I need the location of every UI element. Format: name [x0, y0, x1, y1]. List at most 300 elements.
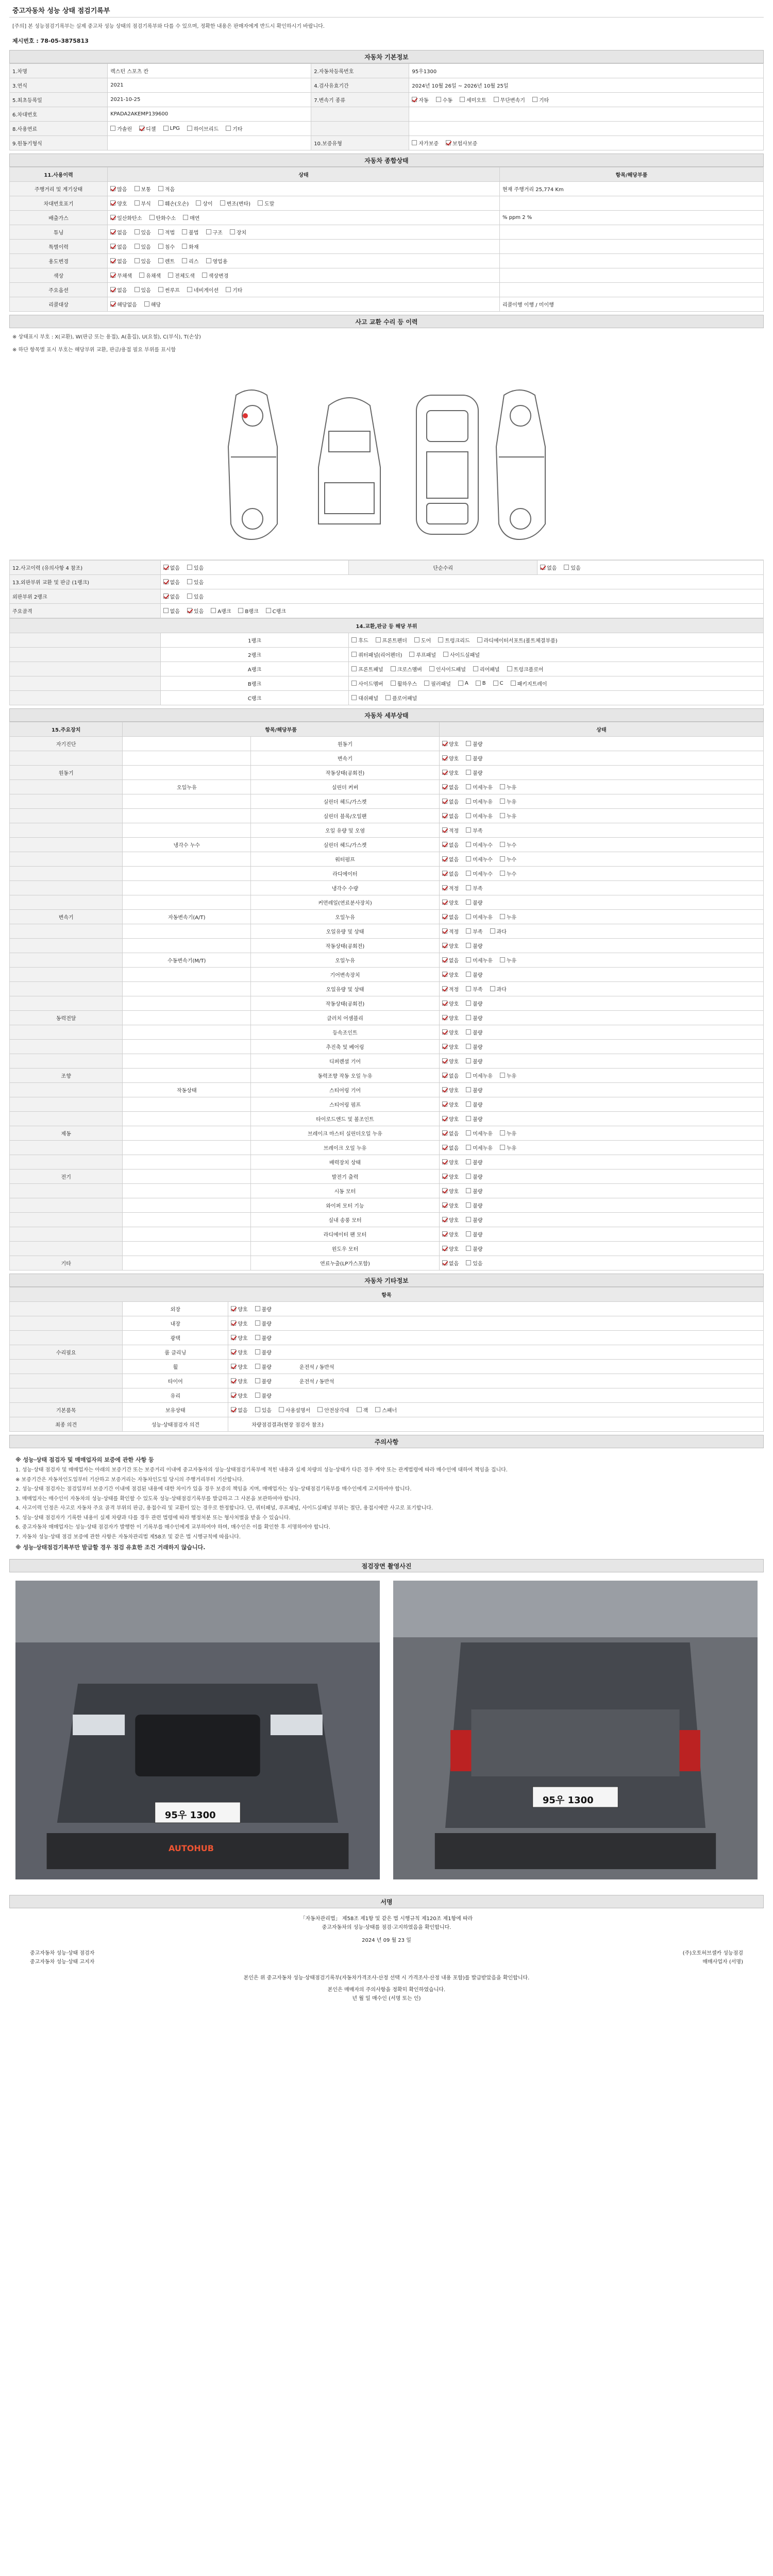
checkbox-icon[interactable] [266, 608, 271, 613]
checkbox-option[interactable] [466, 1028, 482, 1036]
checkbox-icon[interactable] [110, 273, 115, 278]
checkbox-option[interactable] [466, 913, 493, 921]
checkbox-icon[interactable] [466, 871, 471, 876]
checkbox-icon[interactable] [158, 287, 163, 292]
checkbox-option[interactable] [376, 636, 407, 644]
checkbox-option[interactable] [255, 1334, 272, 1342]
checkbox-option[interactable] [442, 884, 459, 892]
checkbox-option[interactable] [357, 1406, 368, 1414]
checkbox-icon[interactable] [442, 914, 447, 919]
checkbox-option[interactable] [443, 651, 480, 658]
checkbox-icon[interactable] [110, 287, 115, 292]
checkbox-option[interactable] [385, 694, 417, 702]
checkbox-option[interactable] [442, 1100, 459, 1108]
checkbox-icon[interactable] [135, 258, 140, 263]
checkbox-icon[interactable] [442, 885, 447, 890]
checkbox-option[interactable] [442, 1201, 459, 1209]
checkbox-option[interactable] [442, 826, 459, 834]
checkbox-option[interactable] [442, 870, 459, 877]
checkbox-option[interactable] [442, 956, 459, 964]
checkbox-option[interactable] [564, 564, 580, 571]
checkbox-icon[interactable] [507, 666, 512, 671]
checkbox-option[interactable] [466, 942, 482, 950]
checkbox-option[interactable] [466, 870, 493, 877]
checkbox-icon[interactable] [500, 799, 505, 804]
checkbox-icon[interactable] [500, 1145, 505, 1150]
checkbox-icon[interactable] [473, 666, 478, 671]
checkbox-icon[interactable] [187, 608, 192, 613]
checkbox-icon[interactable] [442, 1058, 447, 1063]
checkbox-option[interactable] [466, 927, 482, 935]
checkbox-option[interactable] [442, 855, 459, 863]
checkbox-option[interactable] [110, 272, 132, 279]
checkbox-option[interactable] [466, 1173, 482, 1180]
checkbox-option[interactable] [391, 665, 422, 673]
checkbox-option[interactable] [490, 927, 507, 935]
checkbox-option[interactable] [442, 798, 459, 805]
checkbox-option[interactable] [255, 1377, 272, 1385]
checkbox-icon[interactable] [255, 1407, 260, 1412]
checkbox-option[interactable] [442, 783, 459, 791]
checkbox-icon[interactable] [220, 200, 225, 206]
checkbox-icon[interactable] [163, 126, 169, 131]
checkbox-icon[interactable] [466, 986, 471, 991]
checkbox-option[interactable] [183, 214, 199, 222]
checkbox-option[interactable] [500, 812, 516, 820]
checkbox-option[interactable] [442, 1158, 459, 1166]
checkbox-icon[interactable] [202, 273, 207, 278]
checkbox-icon[interactable] [466, 813, 471, 818]
checkbox-icon[interactable] [231, 1349, 236, 1354]
checkbox-option[interactable] [466, 1043, 482, 1050]
checkbox-icon[interactable] [442, 900, 447, 905]
checkbox-icon[interactable] [466, 842, 471, 847]
checkbox-option[interactable] [466, 1158, 482, 1166]
checkbox-icon[interactable] [466, 827, 471, 833]
checkbox-icon[interactable] [442, 943, 447, 948]
checkbox-option[interactable] [442, 1230, 459, 1238]
checkbox-option[interactable] [182, 228, 198, 236]
checkbox-icon[interactable] [540, 565, 545, 570]
checkbox-option[interactable] [466, 1259, 482, 1267]
checkbox-option[interactable] [466, 783, 493, 791]
checkbox-icon[interactable] [258, 200, 263, 206]
checkbox-icon[interactable] [442, 1015, 447, 1020]
checkbox-option[interactable] [187, 578, 204, 586]
checkbox-icon[interactable] [206, 229, 211, 234]
checkbox-icon[interactable] [466, 755, 471, 760]
checkbox-option[interactable] [442, 1028, 459, 1036]
checkbox-icon[interactable] [436, 97, 441, 102]
checkbox-option[interactable] [351, 651, 402, 658]
checkbox-option[interactable] [135, 199, 151, 207]
checkbox-option[interactable] [500, 956, 516, 964]
checkbox-option[interactable] [412, 96, 428, 104]
checkbox-option[interactable] [231, 1377, 247, 1385]
checkbox-icon[interactable] [255, 1393, 260, 1398]
checkbox-option[interactable] [442, 985, 459, 993]
checkbox-icon[interactable] [466, 1202, 471, 1208]
checkbox-icon[interactable] [187, 287, 192, 292]
checkbox-icon[interactable] [466, 770, 471, 775]
checkbox-option[interactable] [139, 272, 161, 279]
checkbox-option[interactable] [226, 286, 242, 294]
checkbox-option[interactable] [466, 740, 482, 748]
checkbox-option[interactable] [500, 1144, 516, 1151]
checkbox-icon[interactable] [442, 871, 447, 876]
checkbox-option[interactable] [466, 971, 482, 978]
checkbox-option[interactable] [493, 681, 503, 686]
checkbox-icon[interactable] [211, 608, 216, 613]
checkbox-option[interactable] [446, 139, 477, 147]
checkbox-option[interactable] [110, 300, 137, 308]
checkbox-option[interactable] [412, 139, 439, 147]
checkbox-option[interactable] [231, 1305, 247, 1313]
checkbox-option[interactable] [442, 913, 459, 921]
checkbox-option[interactable] [226, 125, 242, 132]
checkbox-option[interactable] [466, 899, 482, 906]
checkbox-icon[interactable] [442, 1231, 447, 1236]
checkbox-icon[interactable] [564, 565, 569, 570]
checkbox-option[interactable] [442, 999, 459, 1007]
checkbox-option[interactable] [135, 228, 151, 236]
checkbox-option[interactable] [500, 855, 516, 863]
checkbox-option[interactable] [414, 636, 431, 644]
checkbox-option[interactable] [442, 1216, 459, 1224]
checkbox-icon[interactable] [446, 140, 451, 145]
checkbox-icon[interactable] [442, 986, 447, 991]
checkbox-icon[interactable] [466, 1087, 471, 1092]
checkbox-icon[interactable] [466, 1159, 471, 1164]
checkbox-option[interactable] [187, 125, 219, 132]
checkbox-option[interactable] [255, 1348, 272, 1356]
checkbox-option[interactable] [429, 665, 466, 673]
checkbox-option[interactable] [351, 694, 378, 702]
checkbox-option[interactable] [110, 125, 132, 132]
checkbox-icon[interactable] [442, 856, 447, 861]
checkbox-option[interactable] [500, 1072, 516, 1079]
checkbox-option[interactable] [466, 1100, 482, 1108]
checkbox-option[interactable] [460, 96, 486, 104]
checkbox-option[interactable] [466, 1187, 482, 1195]
checkbox-icon[interactable] [255, 1335, 260, 1340]
checkbox-option[interactable] [466, 1014, 482, 1022]
checkbox-icon[interactable] [438, 637, 443, 642]
checkbox-icon[interactable] [442, 770, 447, 775]
checkbox-option[interactable] [458, 681, 468, 686]
checkbox-icon[interactable] [442, 1188, 447, 1193]
checkbox-option[interactable] [163, 126, 180, 131]
checkbox-option[interactable] [231, 1319, 247, 1327]
checkbox-option[interactable] [466, 884, 482, 892]
checkbox-icon[interactable] [442, 972, 447, 977]
checkbox-option[interactable] [442, 1259, 459, 1267]
checkbox-icon[interactable] [255, 1378, 260, 1383]
checkbox-option[interactable] [442, 1014, 459, 1022]
checkbox-icon[interactable] [500, 784, 505, 789]
checkbox-icon[interactable] [442, 1145, 447, 1150]
checkbox-icon[interactable] [466, 1029, 471, 1035]
checkbox-option[interactable] [163, 592, 180, 600]
checkbox-option[interactable] [466, 956, 493, 964]
checkbox-icon[interactable] [206, 258, 211, 263]
checkbox-icon[interactable] [442, 741, 447, 746]
checkbox-icon[interactable] [500, 914, 505, 919]
checkbox-icon[interactable] [466, 856, 471, 861]
checkbox-option[interactable] [442, 1144, 459, 1151]
checkbox-option[interactable] [442, 1057, 459, 1065]
checkbox-option[interactable] [135, 185, 151, 193]
checkbox-icon[interactable] [442, 1087, 447, 1092]
checkbox-option[interactable] [182, 257, 198, 265]
checkbox-option[interactable] [110, 228, 127, 236]
checkbox-icon[interactable] [139, 273, 144, 278]
checkbox-option[interactable] [442, 812, 459, 820]
checkbox-icon[interactable] [442, 1202, 447, 1208]
checkbox-icon[interactable] [466, 972, 471, 977]
checkbox-icon[interactable] [163, 565, 169, 570]
checkbox-icon[interactable] [135, 244, 140, 249]
checkbox-icon[interactable] [466, 943, 471, 948]
checkbox-option[interactable] [158, 199, 189, 207]
checkbox-icon[interactable] [442, 1073, 447, 1078]
checkbox-icon[interactable] [182, 258, 187, 263]
checkbox-icon[interactable] [135, 186, 140, 191]
checkbox-icon[interactable] [110, 215, 115, 220]
checkbox-option[interactable] [187, 592, 204, 600]
checkbox-icon[interactable] [414, 637, 419, 642]
checkbox-option[interactable] [317, 1406, 349, 1414]
checkbox-icon[interactable] [158, 244, 163, 249]
checkbox-option[interactable] [476, 681, 486, 686]
checkbox-option[interactable] [442, 1043, 459, 1050]
checkbox-option[interactable] [255, 1363, 272, 1370]
checkbox-icon[interactable] [226, 287, 231, 292]
checkbox-icon[interactable] [466, 914, 471, 919]
checkbox-icon[interactable] [500, 813, 505, 818]
checkbox-option[interactable] [139, 125, 156, 132]
checkbox-icon[interactable] [442, 928, 447, 934]
checkbox-option[interactable] [231, 1334, 247, 1342]
checkbox-option[interactable] [110, 243, 127, 250]
checkbox-option[interactable] [258, 199, 274, 207]
checkbox-option[interactable] [230, 228, 246, 236]
checkbox-option[interactable] [220, 199, 250, 207]
checkbox-option[interactable] [135, 286, 151, 294]
checkbox-option[interactable] [511, 680, 547, 687]
checkbox-icon[interactable] [231, 1320, 236, 1326]
checkbox-icon[interactable] [466, 1044, 471, 1049]
checkbox-icon[interactable] [442, 827, 447, 833]
checkbox-icon[interactable] [466, 741, 471, 746]
checkbox-icon[interactable] [409, 652, 414, 657]
checkbox-option[interactable] [168, 272, 195, 279]
checkbox-icon[interactable] [442, 813, 447, 818]
checkbox-icon[interactable] [466, 1231, 471, 1236]
checkbox-option[interactable] [490, 985, 507, 993]
checkbox-icon[interactable] [442, 755, 447, 760]
checkbox-option[interactable] [255, 1406, 272, 1414]
checkbox-icon[interactable] [351, 652, 357, 657]
checkbox-icon[interactable] [442, 1044, 447, 1049]
checkbox-icon[interactable] [460, 97, 465, 102]
checkbox-option[interactable] [163, 607, 180, 615]
checkbox-icon[interactable] [466, 1001, 471, 1006]
checkbox-option[interactable] [436, 96, 452, 104]
checkbox-icon[interactable] [163, 608, 169, 613]
checkbox-option[interactable] [473, 665, 500, 673]
checkbox-icon[interactable] [442, 1217, 447, 1222]
checkbox-option[interactable] [466, 841, 493, 849]
checkbox-icon[interactable] [158, 200, 163, 206]
checkbox-option[interactable] [442, 769, 459, 776]
checkbox-icon[interactable] [279, 1407, 284, 1412]
checkbox-icon[interactable] [490, 986, 495, 991]
checkbox-option[interactable] [442, 1072, 459, 1079]
checkbox-icon[interactable] [442, 1116, 447, 1121]
checkbox-option[interactable] [466, 1230, 482, 1238]
checkbox-option[interactable] [182, 243, 198, 250]
checkbox-icon[interactable] [110, 126, 115, 131]
checkbox-icon[interactable] [466, 1073, 471, 1078]
checkbox-icon[interactable] [351, 695, 357, 700]
checkbox-option[interactable] [424, 680, 451, 687]
checkbox-icon[interactable] [182, 229, 187, 234]
checkbox-option[interactable] [375, 1406, 397, 1414]
checkbox-icon[interactable] [442, 1001, 447, 1006]
checkbox-option[interactable] [442, 740, 459, 748]
checkbox-option[interactable] [442, 899, 459, 906]
checkbox-icon[interactable] [182, 244, 187, 249]
checkbox-option[interactable] [442, 942, 459, 950]
checkbox-option[interactable] [466, 754, 482, 762]
checkbox-icon[interactable] [231, 1306, 236, 1311]
checkbox-option[interactable] [466, 999, 482, 1007]
checkbox-option[interactable] [442, 927, 459, 935]
checkbox-option[interactable] [135, 257, 151, 265]
checkbox-icon[interactable] [424, 681, 429, 686]
checkbox-option[interactable] [158, 228, 175, 236]
checkbox-option[interactable] [442, 971, 459, 978]
checkbox-icon[interactable] [168, 273, 173, 278]
checkbox-option[interactable] [196, 199, 212, 207]
checkbox-icon[interactable] [500, 957, 505, 962]
checkbox-icon[interactable] [466, 1188, 471, 1193]
checkbox-icon[interactable] [466, 900, 471, 905]
checkbox-option[interactable] [211, 607, 231, 615]
checkbox-option[interactable] [466, 1216, 482, 1224]
checkbox-icon[interactable] [158, 186, 163, 191]
checkbox-option[interactable] [187, 286, 219, 294]
checkbox-icon[interactable] [458, 681, 463, 686]
checkbox-option[interactable] [466, 1057, 482, 1065]
checkbox-icon[interactable] [511, 681, 516, 686]
checkbox-option[interactable] [158, 185, 175, 193]
checkbox-icon[interactable] [158, 258, 163, 263]
checkbox-icon[interactable] [110, 186, 115, 191]
checkbox-option[interactable] [466, 826, 482, 834]
checkbox-icon[interactable] [187, 579, 192, 584]
checkbox-icon[interactable] [477, 637, 482, 642]
checkbox-option[interactable] [466, 769, 482, 776]
checkbox-icon[interactable] [351, 637, 357, 642]
checkbox-icon[interactable] [442, 1130, 447, 1136]
checkbox-option[interactable] [540, 564, 557, 571]
checkbox-icon[interactable] [442, 1174, 447, 1179]
checkbox-icon[interactable] [196, 200, 201, 206]
checkbox-option[interactable] [351, 680, 383, 687]
checkbox-icon[interactable] [442, 784, 447, 789]
checkbox-icon[interactable] [231, 1378, 236, 1383]
checkbox-option[interactable] [158, 243, 175, 250]
checkbox-option[interactable] [466, 1115, 482, 1123]
checkbox-icon[interactable] [466, 1260, 471, 1265]
checkbox-icon[interactable] [442, 957, 447, 962]
checkbox-icon[interactable] [231, 1407, 236, 1412]
checkbox-icon[interactable] [412, 97, 417, 102]
checkbox-icon[interactable] [110, 258, 115, 263]
checkbox-option[interactable] [231, 1406, 247, 1414]
checkbox-option[interactable] [466, 812, 493, 820]
checkbox-icon[interactable] [226, 126, 231, 131]
checkbox-icon[interactable] [385, 695, 391, 700]
checkbox-icon[interactable] [466, 1116, 471, 1121]
checkbox-icon[interactable] [187, 594, 192, 599]
checkbox-icon[interactable] [231, 1335, 236, 1340]
checkbox-option[interactable] [158, 257, 175, 265]
checkbox-option[interactable] [279, 1406, 310, 1414]
checkbox-option[interactable] [466, 1201, 482, 1209]
checkbox-icon[interactable] [255, 1306, 260, 1311]
checkbox-option[interactable] [351, 665, 383, 673]
checkbox-icon[interactable] [493, 681, 498, 686]
checkbox-icon[interactable] [110, 229, 115, 234]
checkbox-icon[interactable] [466, 1101, 471, 1107]
checkbox-option[interactable] [163, 578, 180, 586]
checkbox-icon[interactable] [135, 200, 140, 206]
checkbox-option[interactable] [477, 636, 558, 644]
checkbox-icon[interactable] [443, 652, 448, 657]
checkbox-option[interactable] [206, 257, 228, 265]
checkbox-option[interactable] [466, 1144, 493, 1151]
checkbox-icon[interactable] [466, 928, 471, 934]
checkbox-icon[interactable] [110, 244, 115, 249]
checkbox-icon[interactable] [442, 799, 447, 804]
checkbox-icon[interactable] [442, 842, 447, 847]
checkbox-icon[interactable] [139, 126, 144, 131]
checkbox-option[interactable] [442, 1129, 459, 1137]
checkbox-icon[interactable] [163, 594, 169, 599]
checkbox-icon[interactable] [466, 1058, 471, 1063]
checkbox-option[interactable] [110, 257, 127, 265]
checkbox-option[interactable] [266, 607, 286, 615]
checkbox-option[interactable] [466, 855, 493, 863]
checkbox-icon[interactable] [466, 1246, 471, 1251]
checkbox-icon[interactable] [231, 1364, 236, 1369]
checkbox-icon[interactable] [163, 579, 169, 584]
checkbox-icon[interactable] [466, 1130, 471, 1136]
checkbox-option[interactable] [466, 1245, 482, 1252]
checkbox-option[interactable] [442, 1173, 459, 1180]
checkbox-option[interactable] [500, 841, 516, 849]
checkbox-icon[interactable] [376, 637, 381, 642]
checkbox-option[interactable] [442, 1115, 459, 1123]
checkbox-option[interactable] [500, 870, 516, 877]
checkbox-option[interactable] [110, 185, 127, 193]
checkbox-icon[interactable] [466, 885, 471, 890]
checkbox-icon[interactable] [500, 842, 505, 847]
checkbox-icon[interactable] [466, 1174, 471, 1179]
